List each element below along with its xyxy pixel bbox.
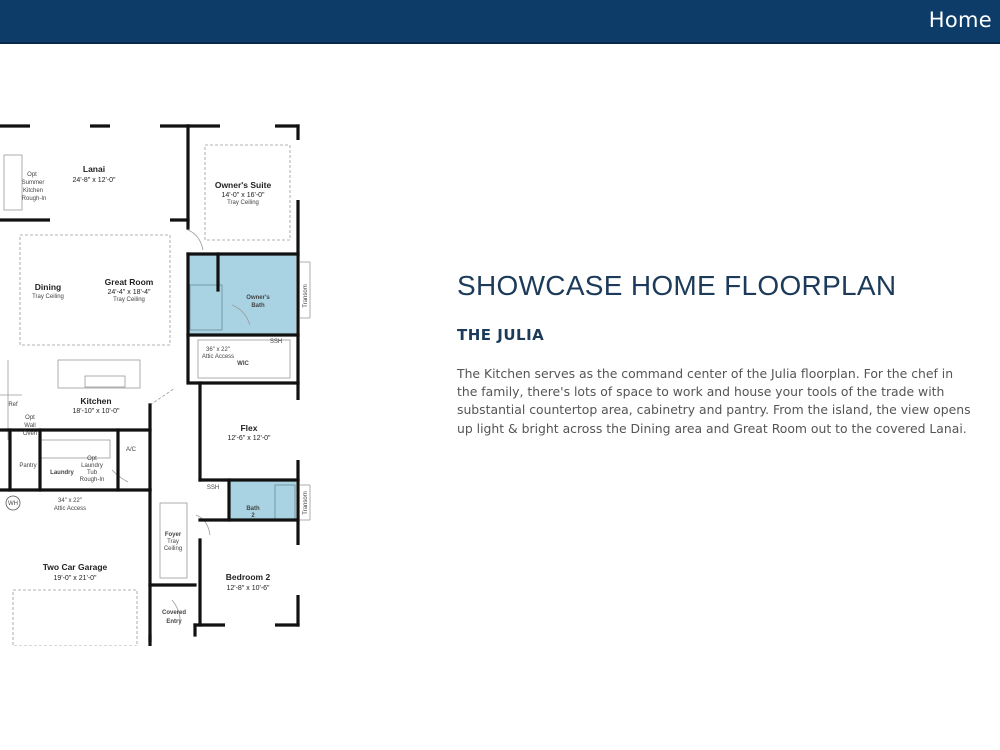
wall-oven-label: Oven bbox=[22, 431, 38, 437]
lanai-dims: 24'-8" x 12'-0" bbox=[72, 177, 116, 184]
transom-label-2: Transom bbox=[303, 491, 309, 515]
bath-2-label: Bath bbox=[246, 506, 260, 512]
summer-kitchen-label: Rough-In bbox=[21, 196, 47, 202]
ref-label: Ref bbox=[8, 402, 18, 408]
laundry-label: Laundry bbox=[50, 470, 74, 476]
garage-dims: 19'-0" x 21'-0" bbox=[53, 575, 97, 582]
dining-note: Tray Ceiling bbox=[32, 294, 64, 300]
attic-access-label: 36" x 22" bbox=[206, 347, 230, 353]
owners-suite-name: Owner's Suite bbox=[214, 180, 272, 190]
dining-name: Dining bbox=[34, 282, 62, 292]
ssh-label: SSH bbox=[269, 339, 283, 345]
model-name: THE JULIA bbox=[457, 326, 545, 344]
bedroom-2-name: Bedroom 2 bbox=[225, 572, 271, 582]
foyer-name: Foyer bbox=[164, 532, 182, 538]
summer-kitchen-label: Kitchen bbox=[22, 188, 44, 194]
page-title: SHOWCASE HOME FLOORPLAN bbox=[457, 270, 897, 301]
garage-name: Two Car Garage bbox=[42, 562, 108, 572]
home-link[interactable]: Home bbox=[928, 8, 992, 32]
flex-dims: 12'-6" x 12'-0" bbox=[227, 435, 271, 442]
ac-label: A/C bbox=[125, 447, 137, 453]
attic-access-2-label: 34" x 22" bbox=[58, 498, 82, 504]
owners-bath-label: Owner's bbox=[246, 295, 270, 301]
covered-entry-label: Covered bbox=[161, 610, 187, 616]
attic-access-2-label: Attic Access bbox=[53, 506, 87, 512]
top-nav-bar bbox=[0, 0, 1000, 44]
ssh-label-2: SSH bbox=[206, 485, 220, 491]
pantry-label: Pantry bbox=[19, 463, 37, 469]
kitchen-name: Kitchen bbox=[80, 396, 112, 406]
transom-label: Transom bbox=[303, 284, 309, 308]
wic-label: WIC bbox=[237, 361, 249, 367]
description: The Kitchen serves as the command center of the Julia floorplan. For the chef in the family, there's lots of space to work and house your tools of the trade with substantial countertop area, cabinetry and pantry. From the island, the view opens up light & bright across the Dining area and Great Room out to the covered Lanai. bbox=[457, 366, 971, 436]
wall-oven-label: Wall bbox=[24, 423, 36, 429]
laundry-tub-label: Tub bbox=[86, 470, 98, 476]
listing-content bbox=[457, 270, 987, 438]
lanai-name: Lanai bbox=[82, 164, 106, 174]
floorplan-drawing bbox=[0, 118, 312, 646]
kitchen-dims: 18'-10" x 10'-0" bbox=[72, 408, 120, 415]
summer-kitchen-label: Summer bbox=[21, 180, 45, 186]
wall-oven-label: Opt bbox=[25, 415, 35, 421]
owners-suite-note: Tray Ceiling bbox=[227, 200, 259, 206]
bath-2-label: 2 bbox=[251, 513, 255, 519]
great-room-name: Great Room bbox=[104, 277, 154, 287]
great-room-dims: 24'-4" x 18'-4" bbox=[107, 289, 151, 296]
laundry-tub-label: Laundry bbox=[81, 463, 103, 469]
summer-kitchen-label: Opt bbox=[27, 172, 37, 178]
water-heater-label: WH bbox=[8, 501, 18, 507]
owners-bath-fill bbox=[188, 254, 296, 334]
owners-bath-label: Bath bbox=[251, 303, 265, 309]
owners-suite-dims: 14'-0" x 16'-0" bbox=[221, 192, 265, 199]
attic-access-label: Attic Access bbox=[201, 354, 235, 360]
foyer-note: Tray bbox=[167, 539, 179, 545]
laundry-tub-label: Opt bbox=[87, 456, 97, 462]
great-room-note: Tray Ceiling bbox=[113, 297, 145, 303]
covered-entry-label: Entry bbox=[166, 619, 182, 625]
bedroom-2-dims: 12'-8" x 10'-6" bbox=[226, 585, 270, 592]
foyer-note: Ceiling bbox=[163, 546, 183, 552]
bath-2-fill bbox=[229, 481, 296, 521]
laundry-tub-label: Rough-In bbox=[79, 477, 105, 483]
flex-name: Flex bbox=[240, 423, 258, 433]
